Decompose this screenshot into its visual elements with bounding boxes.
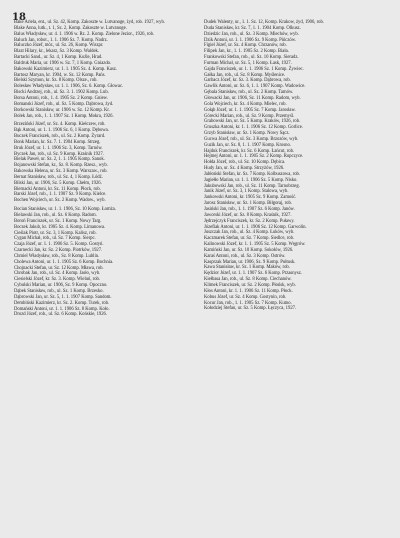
- directory-entry: Bake Ariela, ent., ul. Sz. 42, Komp. Zakoszte w. Lutvanoge, żyd, rob. 1927, wyb.: [14, 20, 165, 25]
- directory-entry: Baldruk Maria, ur. 1906 w. Sz. 7, 1 Komp. Gniazdo.: [14, 60, 112, 66]
- directory-entry: Bonk Marian, kr. Sz. 7. 1. 1904 Komp. Strzeg.: [14, 139, 101, 145]
- directory-entry: Bojanowski Stefan, kr., Sz. 8. Komp. Rzesz., wyb.: [14, 163, 108, 169]
- directory-entry: Bielski Szymon, kr. Sz. 8 Komp. Olsze., rob.: [14, 78, 98, 84]
- directory-entry: Guzik Jan, ur. Sz. 8, 1. 1. 1907 Komp. Krosno.: [204, 142, 291, 148]
- directory-entry: Boczek Jakub, kr. 1905 Sz. 4. Komp. Limanowa.: [14, 224, 106, 230]
- directory-entry: Dziedzic Jan, rob., ul. Sz. 3 Komp. Miechów, wyb.: [204, 31, 299, 37]
- right-column: [204, 20, 388, 312]
- directory-entry: Chrobak Jan, rob., ul. Sz. 4 Komp. Jasło, wyb.: [14, 271, 101, 277]
- directory-entry: Głowacki Jan, ur. 1906, Sz. 11 Komp. Radom, wyb.: [204, 95, 301, 101]
- directory-entry: Górecki Marian, rob., ul. Sz. 9 Komp. Przemyśl.: [204, 113, 295, 119]
- directory-entry: Klimek Franciszek, ur. Sz. 2 Komp. Płońsk, wyb.: [204, 282, 296, 288]
- directory-entry: Cybulski Marian, ur. 1906, Sz. 9 Komp. Opoczno.: [14, 283, 108, 289]
- directory-entry: Bilski Jan, ur. 1906, Sz. 5 Komp. Chełm, 1926.: [14, 180, 102, 186]
- directory-entry: Jankowski Antoni, kr. 1905 Sz. 9 Komp. Zamość.: [204, 195, 297, 201]
- directory-entry: Grabowski Jan, ur. Sz. 5 Komp. Kraków, 1926, rob.: [204, 119, 301, 125]
- directory-entry: Karaś Antoni, rob., ul. Sz. 3 Komp. Ostrów.: [204, 253, 286, 259]
- directory-entry: Hajduk Franciszek, kr. Sz. 6 Komp. Łańcut, rob.: [204, 148, 295, 154]
- page-number: 18: [12, 12, 26, 23]
- directory-entry: Chojnacki Stefan, ur. Sz. 12 Komp. Mława, rob.: [14, 265, 104, 271]
- directory-entry: Bolesław Władysław, ur. 1. 1. 1906, Sz. 6. Komp. Głowac.: [14, 84, 124, 90]
- directory-entry: Dąbek Stanisław, rob., ul. Sz. 1 Komp. Brzesko.: [14, 288, 104, 294]
- directory-entry: Jagiełło Marian, ur. 1. 1. 1906 Sz. 5 Komp. Nisko.: [204, 177, 298, 183]
- directory-entry: Bomanski Józef, rob., ul. Sz. 5 Komp. Dąbrowa, żyd.: [14, 101, 114, 107]
- directory-entry: Bochen Wojciech, ur. Sz. 2 Komp. Wadow., wyb.: [14, 198, 106, 204]
- directory-entry: Jabłoński Stefan, kr. Sz. 7 Komp. Kolbuszowa, rob.: [204, 171, 300, 177]
- directory-entry: Jarosz Stanisław, ur. Sz. 1 Komp. Biłgoraj, rob.: [204, 201, 292, 207]
- directory-entry: Juszczak Jan, rob., ul. Sz. 4 Komp. Łuków, wyb.: [204, 230, 295, 236]
- directory-entry: Kołodziej Stefan, ur. Sz. 5 Komp. Łęczyca, 1927.: [204, 306, 297, 312]
- directory-entry: Grzyb Stanisław, ur. Sz. 1 Komp. Nowy Sącz.: [204, 131, 290, 137]
- directory-entry: Hejmej Antoni, ur. 1. 1. 1905 Sz. 2 Komp. Ropczyce.: [204, 154, 304, 160]
- directory-entry: Gruszka Antoni, kr. 1. 1. 1906 Sz. 12 Komp. Gorlice.: [204, 125, 303, 131]
- directory-entry: Bąk Antoni, ur. 1. 1. 1906 Sz. 6, 1 Komp. Dębowa.: [14, 128, 109, 134]
- directory-entry: Baluch Jan, robot., 1. 1. 1906 Sz. 7. Komp. Nadrz.: [14, 37, 108, 43]
- directory-entry: Drozd Józef, rob., ul. Sz. 6 Komp. Końskie, 1926.: [14, 312, 108, 318]
- directory-entry: Bocian Stanisław, ur. 1. 1. 1906, Sz. 10 Komp. Łomża.: [14, 207, 116, 213]
- directory-entry: Brzeziński Józef, ur. Sz. 4. Komp. Kiełczew, rob.: [14, 122, 106, 128]
- directory-entry: Blazt Hilary, kr., lekarz, Sz. 3 Komp. Waldek.: [14, 49, 100, 55]
- directory-entry: Kalinowski Józef, kr. 1. 1. 1905 Sz. 5 Komp. Węgrów.: [204, 242, 306, 248]
- directory-entry: Kobus Józef, ur. Sz. 4 Komp. Gostynin, rob.: [204, 294, 287, 300]
- directory-entry: Borsa Antoni, rob., 1. 4. 1905 Sz. 2 Komp. Gniew.: [14, 95, 108, 101]
- directory-entry: Gałka Jan, rob., ul. Sz. 8 Komp. Myślenice.: [204, 72, 286, 78]
- directory-entry: Gola Wojciech, kr. Sz. 4 Komp. Mielec, rob.: [204, 101, 287, 107]
- directory-entry: Kędzior Józef, ur. 1. 1. 1907 Sz. 6 Komp. Przasnysz.: [204, 271, 302, 277]
- directory-entry: Bolek Jan, rob., 1. 1. 1907 Sz. 1 Komp. Mokra, 1926.: [14, 113, 114, 119]
- directory-entry: Byczek Jan, rob., ul. Sz. 9 Komp. Kraśnik 1927.: [14, 151, 104, 157]
- directory-entry: Hołda Józef, rob., ul. Sz. 10 Komp. Dębica.: [204, 160, 286, 166]
- directory-entry: Jędrzejczyk Franciszek, kr. Sz. 2 Komp. Puławy.: [204, 218, 295, 224]
- directory-entry: Janik Józef, ur. Sz. 3, 1 Komp. Stalowa, wyb.: [204, 189, 289, 195]
- directory-entry: Barski Józef, rob., 1. 1. 1907 Sz. 9 Komp. Kielce.: [14, 192, 107, 198]
- directory-entry: Gołąb Józef, ur. 1. 1. 1905 Sz. 7 Komp. Jarosław.: [204, 107, 296, 113]
- directory-entry: Biernacki Antoni, kr. Sz. 11 Komp. Płock, rob.: [14, 186, 101, 192]
- directory-entry: Duda Stanisław, kr. Sz. 7, 1. 1. 1904 Komp. Olkusz.: [204, 25, 301, 31]
- directory-entry: Kłos Antoni, kr. 1. 1. 1906 Sz. 11 Komp. Płock.: [204, 288, 293, 294]
- directory-entry: Kasprzak Marian, ur. 1906, Sz. 9 Komp. Pułtusk.: [204, 259, 296, 265]
- directory-entry: Chmiel Władysław, rob., Sz. 8 Komp. Lublin.: [14, 253, 100, 259]
- directory-entry: Gębala Stanisław, rob., ul. Sz. 2 Komp. Tarnów.: [204, 90, 294, 96]
- left-column: [14, 20, 198, 318]
- directory-entry: Jakubowski Jan, rob., ul. Sz. 11 Komp. Tarnobrzeg.: [204, 183, 300, 189]
- directory-entry: Kaczmarek Stefan, ur. Sz. 7 Komp. Siedlce, rob.: [204, 236, 295, 242]
- directory-entry: Czarnecki Jan, kr. Sz. 2 Komp. Piotrków, 1927.: [14, 248, 103, 254]
- directory-entry: Gawlik Antoni, ur. Sz. 6, 1. 1. 1907 Komp. Wadowice.: [204, 84, 306, 90]
- directory-entry: Dąbrowski Jan, ur. Sz. 5, 1. 1. 1907 Komp. Sandom.: [14, 294, 112, 300]
- directory-entry: Kamiński Jan, ur. Sz. 10 Komp. Sokołów, 1926.: [204, 247, 294, 253]
- directory-entry: Biscki Andrzej, rob., ul. Sz. 3. 1. 1902 Komp. Lub.: [14, 90, 109, 96]
- directory-entry: Balus Władysław, ur. 4. 1. 1906 w. Rz. 2. Komp. Zielone Jezior., 1926, rob.: [14, 31, 155, 37]
- directory-entry: Bielak Paweł, ur. Sz. 2, 1. 1. 1905 Komp. Sanok.: [14, 157, 105, 163]
- directory-entry: Garbacz Józef, kr. Sz. 3. Komp. Dąbrowa, rob.: [204, 78, 291, 84]
- directory-entry: Gucwa Józef, rob., ul. Sz. 3 Komp. Brzozów, wyb.: [204, 136, 299, 142]
- directory-entry: Bakowski Kazimierz, ur. 1. 1. 1905 Sz. 4. Komp. Kasz.: [14, 66, 117, 72]
- directory-entry: Kawa Stanisław, kr. Sz. 1 Komp. Maków, rob.: [204, 265, 290, 271]
- directory-entry: Ciesielski Józef, kr. Sz. 3. Komp. Wieluń, rob.: [14, 277, 101, 283]
- directory-entry: Cholewa Antoni, ur. 1. 1. 1905 Sz. 6 Komp. Bochnia.: [14, 259, 114, 265]
- directory-entry: Cygan Michał, rob., ul. Sz. 7 Komp. Sierpc.: [14, 236, 96, 242]
- directory-entry: Bielawski Jan, rob., ul. Sz. 6 Komp. Radom.: [14, 213, 97, 218]
- directory-entry: Bernat Stanisław, rob., ul. Sz. 4, 1 Komp. Łódź.: [14, 174, 103, 180]
- directory-entry: Bartacki Sand., ur. Sz. 4, 1 Komp. Koźle, Hrad.: [14, 55, 103, 61]
- directory-entry: Kocur Jan, rob., 1. 1. 1905 Sz. 7 Komp. Kutno.: [204, 300, 292, 306]
- directory-entry: Jaworski Józef, ur. Sz. 8 Komp. Kraśnik, 1927.: [204, 212, 292, 218]
- directory-entry: Blake Anna, lutk., t. 1, Sz. 2, Komp. Zakoszte w. Lutvanoge.: [14, 25, 127, 31]
- directory-entry: Bartosz Maryan, kr. 1904, w. Sz. 12 Komp. Pańs.: [14, 72, 106, 78]
- directory-entry: Cieślak Piotr, ur. Sz. 3, 1 Komp. Kalisz, rob.: [14, 230, 97, 236]
- directory-entry: Filipek Jan, kr., 1. 1. 1905 Sz. 2 Komp. Biała.: [204, 49, 289, 55]
- directory-entry: Czaja Józef, ur. 1. 1. 1906 Sz. 5. Komp. Gostyń.: [14, 242, 104, 248]
- directory-entry: Józefiak Antoni, ur. 1. 1. 1906 Sz. 12 Komp. Garwolin.: [204, 224, 307, 230]
- directory-entry: Kiełbasa Jan, rob., ul. Sz. 8 Komp. Ciechanów.: [204, 277, 292, 283]
- directory-entry: Dzik Antoni, ur. 1. 1. 1906 Sz. 9 Komp. Pińczów.: [204, 37, 296, 43]
- directory-entry: Boroń Franciszek, ur. Sz. 1 Komp. Nowy Targ.: [14, 218, 102, 224]
- directory-entry: Dudek Walenty, ur., 1. 1. Sz. 12, Komp. Krakow, żyd, 1906, rob.: [204, 20, 324, 25]
- directory-entry: Buczek Franciszek, rob., ul. Sz. 2 Komp. Żyrard.: [14, 134, 106, 140]
- directory-entry: Dembiński Kazimierz, kr. Sz. 2. Komp. Turek, rob.: [14, 300, 110, 306]
- directory-entry: Gajda Franciszek, ur. 1. 1. 1906 Sz. 1 Komp. Żywiec.: [204, 66, 304, 72]
- directory-entry: Figiel Józef, ur. Sz. 4 Komp. Chrzanów, rob.: [204, 43, 287, 49]
- directory-entry: Bakowska Helena, ur. Sz. 3 Komp. Warszaw., rob.: [14, 169, 108, 175]
- directory-entry: Hudy Jan, ur. Sz. 4 Komp. Strzyżów, 1926.: [204, 166, 285, 172]
- directory-entry: Jasiński Jan, rob., 1. 1. 1907 Sz. 6 Komp. Janów.: [204, 207, 295, 212]
- directory-entry: Frankowski Stefan, rob., ul. Sz. 10 Komp. Sieradz.: [204, 55, 299, 61]
- directory-entry: Borkowski Stanisław, ur. 1906 w. Sz. 12 Komp. Kr.: [14, 107, 110, 113]
- directory-entry: Baluczko Józef, mór., ul. Sz. 26, Komp. Wiszpr.: [14, 43, 104, 49]
- directory-entry: Furman Michał, ur. Sz. 5, 1 Komp. Łask, 1927.: [204, 60, 292, 66]
- directory-entry: Bruk Józef, ur. 1. 1. 1906 Sz. 3, Komp. Tarnów.: [14, 145, 103, 151]
- directory-entry: Domański Antoni, ur. 1. 1. 1906 Sz. 8 Komp. Koło.: [14, 306, 110, 312]
